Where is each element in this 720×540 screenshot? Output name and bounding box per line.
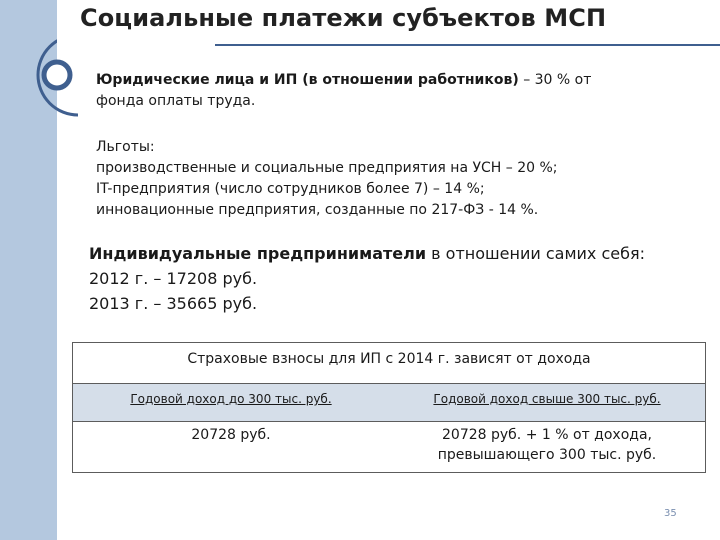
individual-rest: в отношении самих себя: [426,244,645,263]
column-header-high-income: Годовой доход свыше 300 тыс. руб. [433,392,661,406]
legal-entities-bold: Юридические лица и ИП (в отношении работников) [96,72,519,88]
table-header: Страховые взносы для ИП с 2014 г. зависят от дохода [73,343,705,384]
legal-entities-text [96,70,591,112]
individual-entrepreneurs-text [89,241,645,316]
value-high-income [389,425,705,465]
page-number: 35 [664,508,677,519]
benefit-item: производственные и социальные предприятия на УСН – 20 %; [96,160,558,176]
page-title: Социальные платежи субъектов МСП [80,4,607,32]
benefit-item: инновационные предприятия, созданные по 217-ФЗ - 14 %. [96,202,539,218]
benefit-item: IT-предприятия (число сотрудников более 7) – 14 %; [96,181,485,197]
title-underline [215,42,720,48]
value-high-income-line2: превышающего 300 тыс. руб. [437,447,657,463]
individual-year-line: 2013 г. – 35665 руб. [89,294,258,313]
value-high-income-line1: 20728 руб. + 1 % от дохода, [442,427,652,443]
decorative-circle-icon [0,0,90,130]
individual-year-line: 2012 г. – 17208 руб. [89,269,258,288]
legal-entities-line2: фонда оплаты труда. [96,93,256,109]
column-header-low-income: Годовой доход до 300 тыс. руб. [130,392,332,406]
benefits-list [96,137,558,221]
individual-bold: Индивидуальные предприниматели [89,244,427,263]
benefits-heading: Льготы: [96,139,155,155]
legal-entities-rate: – 30 % от [518,72,592,88]
table-subheader-row [73,384,705,422]
value-low-income: 20728 руб. [191,427,271,443]
contributions-table [72,342,706,473]
